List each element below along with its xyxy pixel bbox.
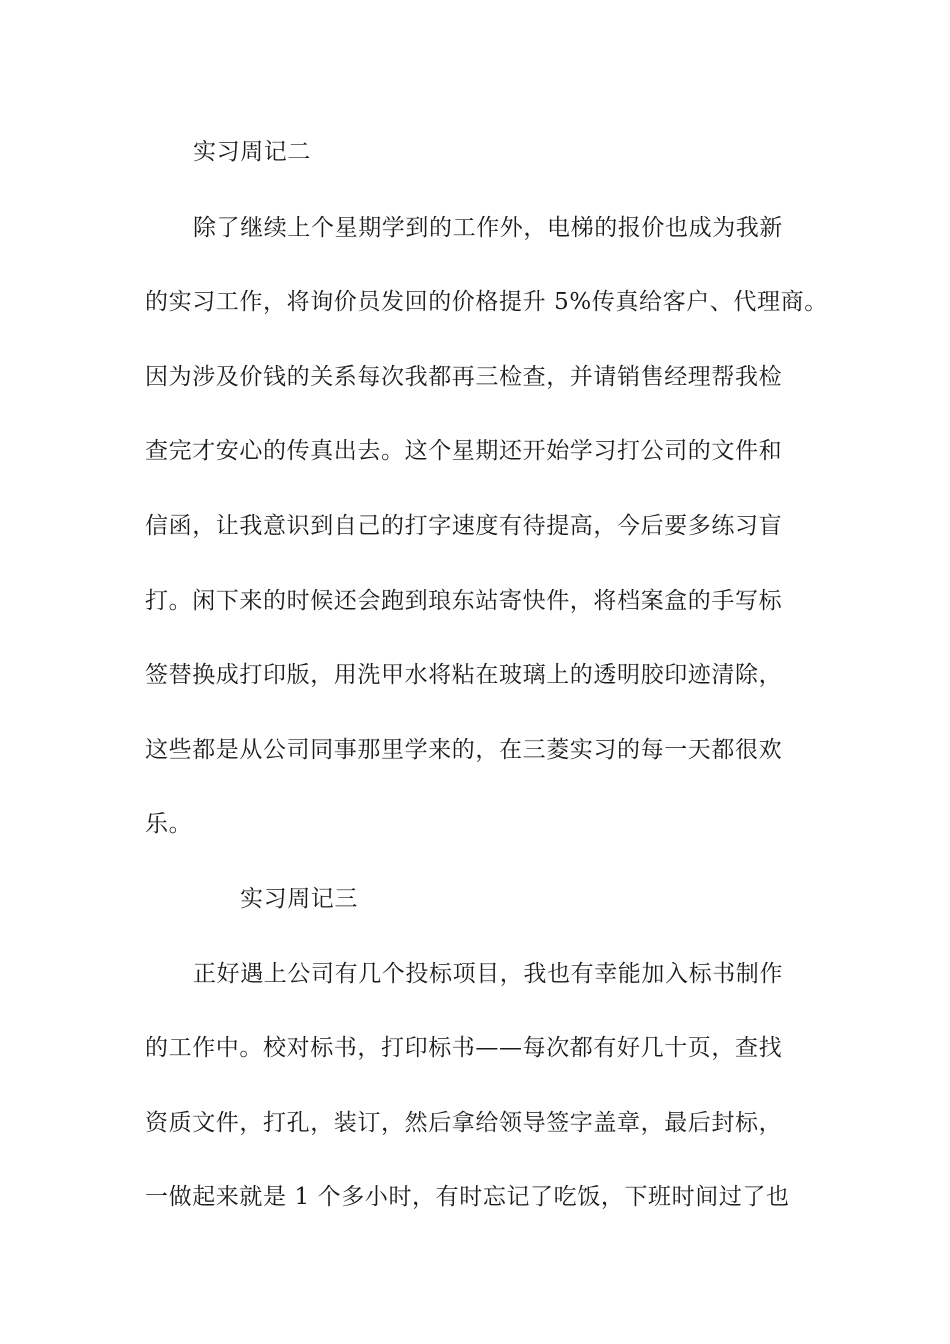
paragraph-line: 打。闲下来的时候还会跑到琅东站寄快件，将档案盒的手写标 — [145, 588, 783, 614]
paragraph-line: 一做起来就是 1 个多小时，有时忘记了吃饭，下班时间过了也 — [145, 1184, 790, 1210]
paragraph-line: 乐。 — [145, 811, 193, 837]
paragraph-line: 这些都是从公司同事那里学来的，在三菱实习的每一天都很欢 — [145, 737, 783, 763]
section-heading-week-3: 实习周记三 — [240, 886, 358, 912]
paragraph-line: 资质文件，打孔，装订，然后拿给领导签字盖章，最后封标， — [145, 1110, 783, 1136]
paragraph-line: 信函，让我意识到自己的打字速度有待提高，今后要多练习盲 — [145, 513, 783, 539]
paragraph-line: 的工作中。校对标书，打印标书——每次都有好几十页，查找 — [145, 1035, 783, 1061]
paragraph-line: 签替换成打印版，用洗甲水将粘在玻璃上的透明胶印迹清除， — [145, 662, 783, 688]
paragraph-line: 除了继续上个星期学到的工作外，电梯的报价也成为我新 — [193, 215, 783, 241]
paragraph-line: 因为涉及价钱的关系每次我都再三检查，并请销售经理帮我检 — [145, 364, 783, 390]
paragraph-line: 的实习工作，将询价员发回的价格提升 5%传真给客户、代理商。 — [145, 289, 828, 315]
paragraph-line: 查完才安心的传真出去。这个星期还开始学习打公司的文件和 — [145, 438, 783, 464]
paragraph-line: 正好遇上公司有几个投标项目，我也有幸能加入标书制作 — [193, 961, 783, 987]
section-heading-week-2: 实习周记二 — [193, 139, 311, 165]
